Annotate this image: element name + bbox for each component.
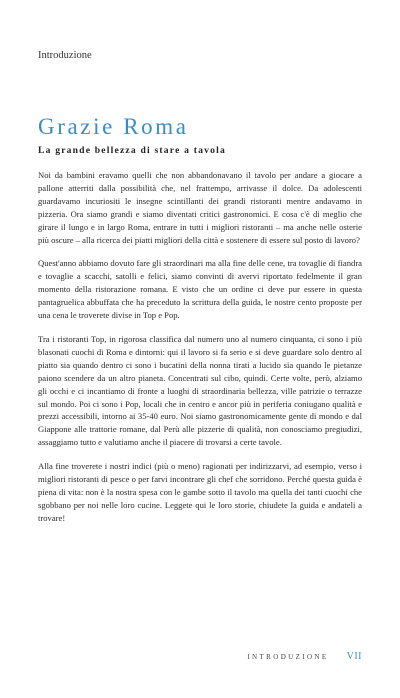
article-body [38, 169, 362, 536]
running-head: INTRODUZIONE [247, 653, 329, 661]
article-subtitle: La grande bellezza di stare a tavola [38, 145, 226, 156]
page-footer [247, 651, 362, 662]
paragraph-indici: Alla fine troverete i nostri indici (più o meno) ragionati per indirizzarvi, ad esempio, verso i migliori ristoranti di pesce o per farvi incontrare gli chef che sorridono. Perché questa guida è piena di vita: non è la nostra spesa con le gambe sotto il tavolo ma quella dei tanti cuochi che sgobbano per noi nelle loro cucine. Leggete qui le loro storie, chiudete la guida e andateli a trovare! [38, 461, 362, 523]
paragraph-ristoranti: Tra i ristoranti Top, in rigorosa classifica dal numero uno al numero cinquanta, ci sono i più blasonati cuochi di Roma e dintorni: qui il lavoro si fa serio e si deve guardare solo dentro al piatto sia quando dentro ci sono i bucatini della nonna tirati a lucido sia quando le pietanze paiono scendere da un altro pianeta. Concentrati sul cibo, quindi. Certe volte, però, alziamo gli occhi e ci incantiamo di fronte a luoghi di straordinaria bellezza, ville patrizie o terrazze sul mondo. Poi ci sono i Pop, locali che in centro e ancor più in periferia coniugano qualità e prezzi accessibili, intorno ai 35-40 euro. Noi siamo gastronomicamente gente di mondo e dal Giappone alle trattorie romane, dal Perù alle pizzerie di qualità, non conosciamo pregiudizi, assaggiamo tutto e valutiamo anche il piacere di trovarsi a certe tavole. [38, 333, 362, 448]
article-title: Grazie Roma [38, 114, 189, 139]
paragraph-top-pop: Quest'anno abbiamo dovuto fare gli straordinari ma alla fine delle cene, tra tovaglie di fiandra e tovaglie a scacchi, satolli e felici, siamo convinti di avervi riportato fedelmente il gran momento della ristorazione romana. E visto che un ordine ci deve pur essere in questa pantagruelica abbuffata che ha preceduto la scrittura della guida, le nostre cento proposte per una cena le troverete divise in Top e Pop. [38, 258, 362, 321]
paragraph-intro: Noi da bambini eravamo quelli che non abbandonavano il tavolo per andare a giocare a pallone atterriti dalla possibilità che, nel frattempo, arrivasse il dolce. Da adolescenti guardavamo incuriositi le insegne scintillanti dei grandi ristoranti mentre andavamo in pizzeria. Ora siamo grandi e siamo diventati critici gastronomici. E cosa c'è di meglio che girare il lungo e in largo Roma, entrare in tutti i migliori ristoranti – ma anche nelle osterie più oscure – alla ricerca dei piatti migliori della città e sostenere di essere sul posto di lavoro? [38, 170, 362, 245]
section-label: Introduzione [38, 50, 92, 61]
page-number: VII [346, 651, 362, 662]
